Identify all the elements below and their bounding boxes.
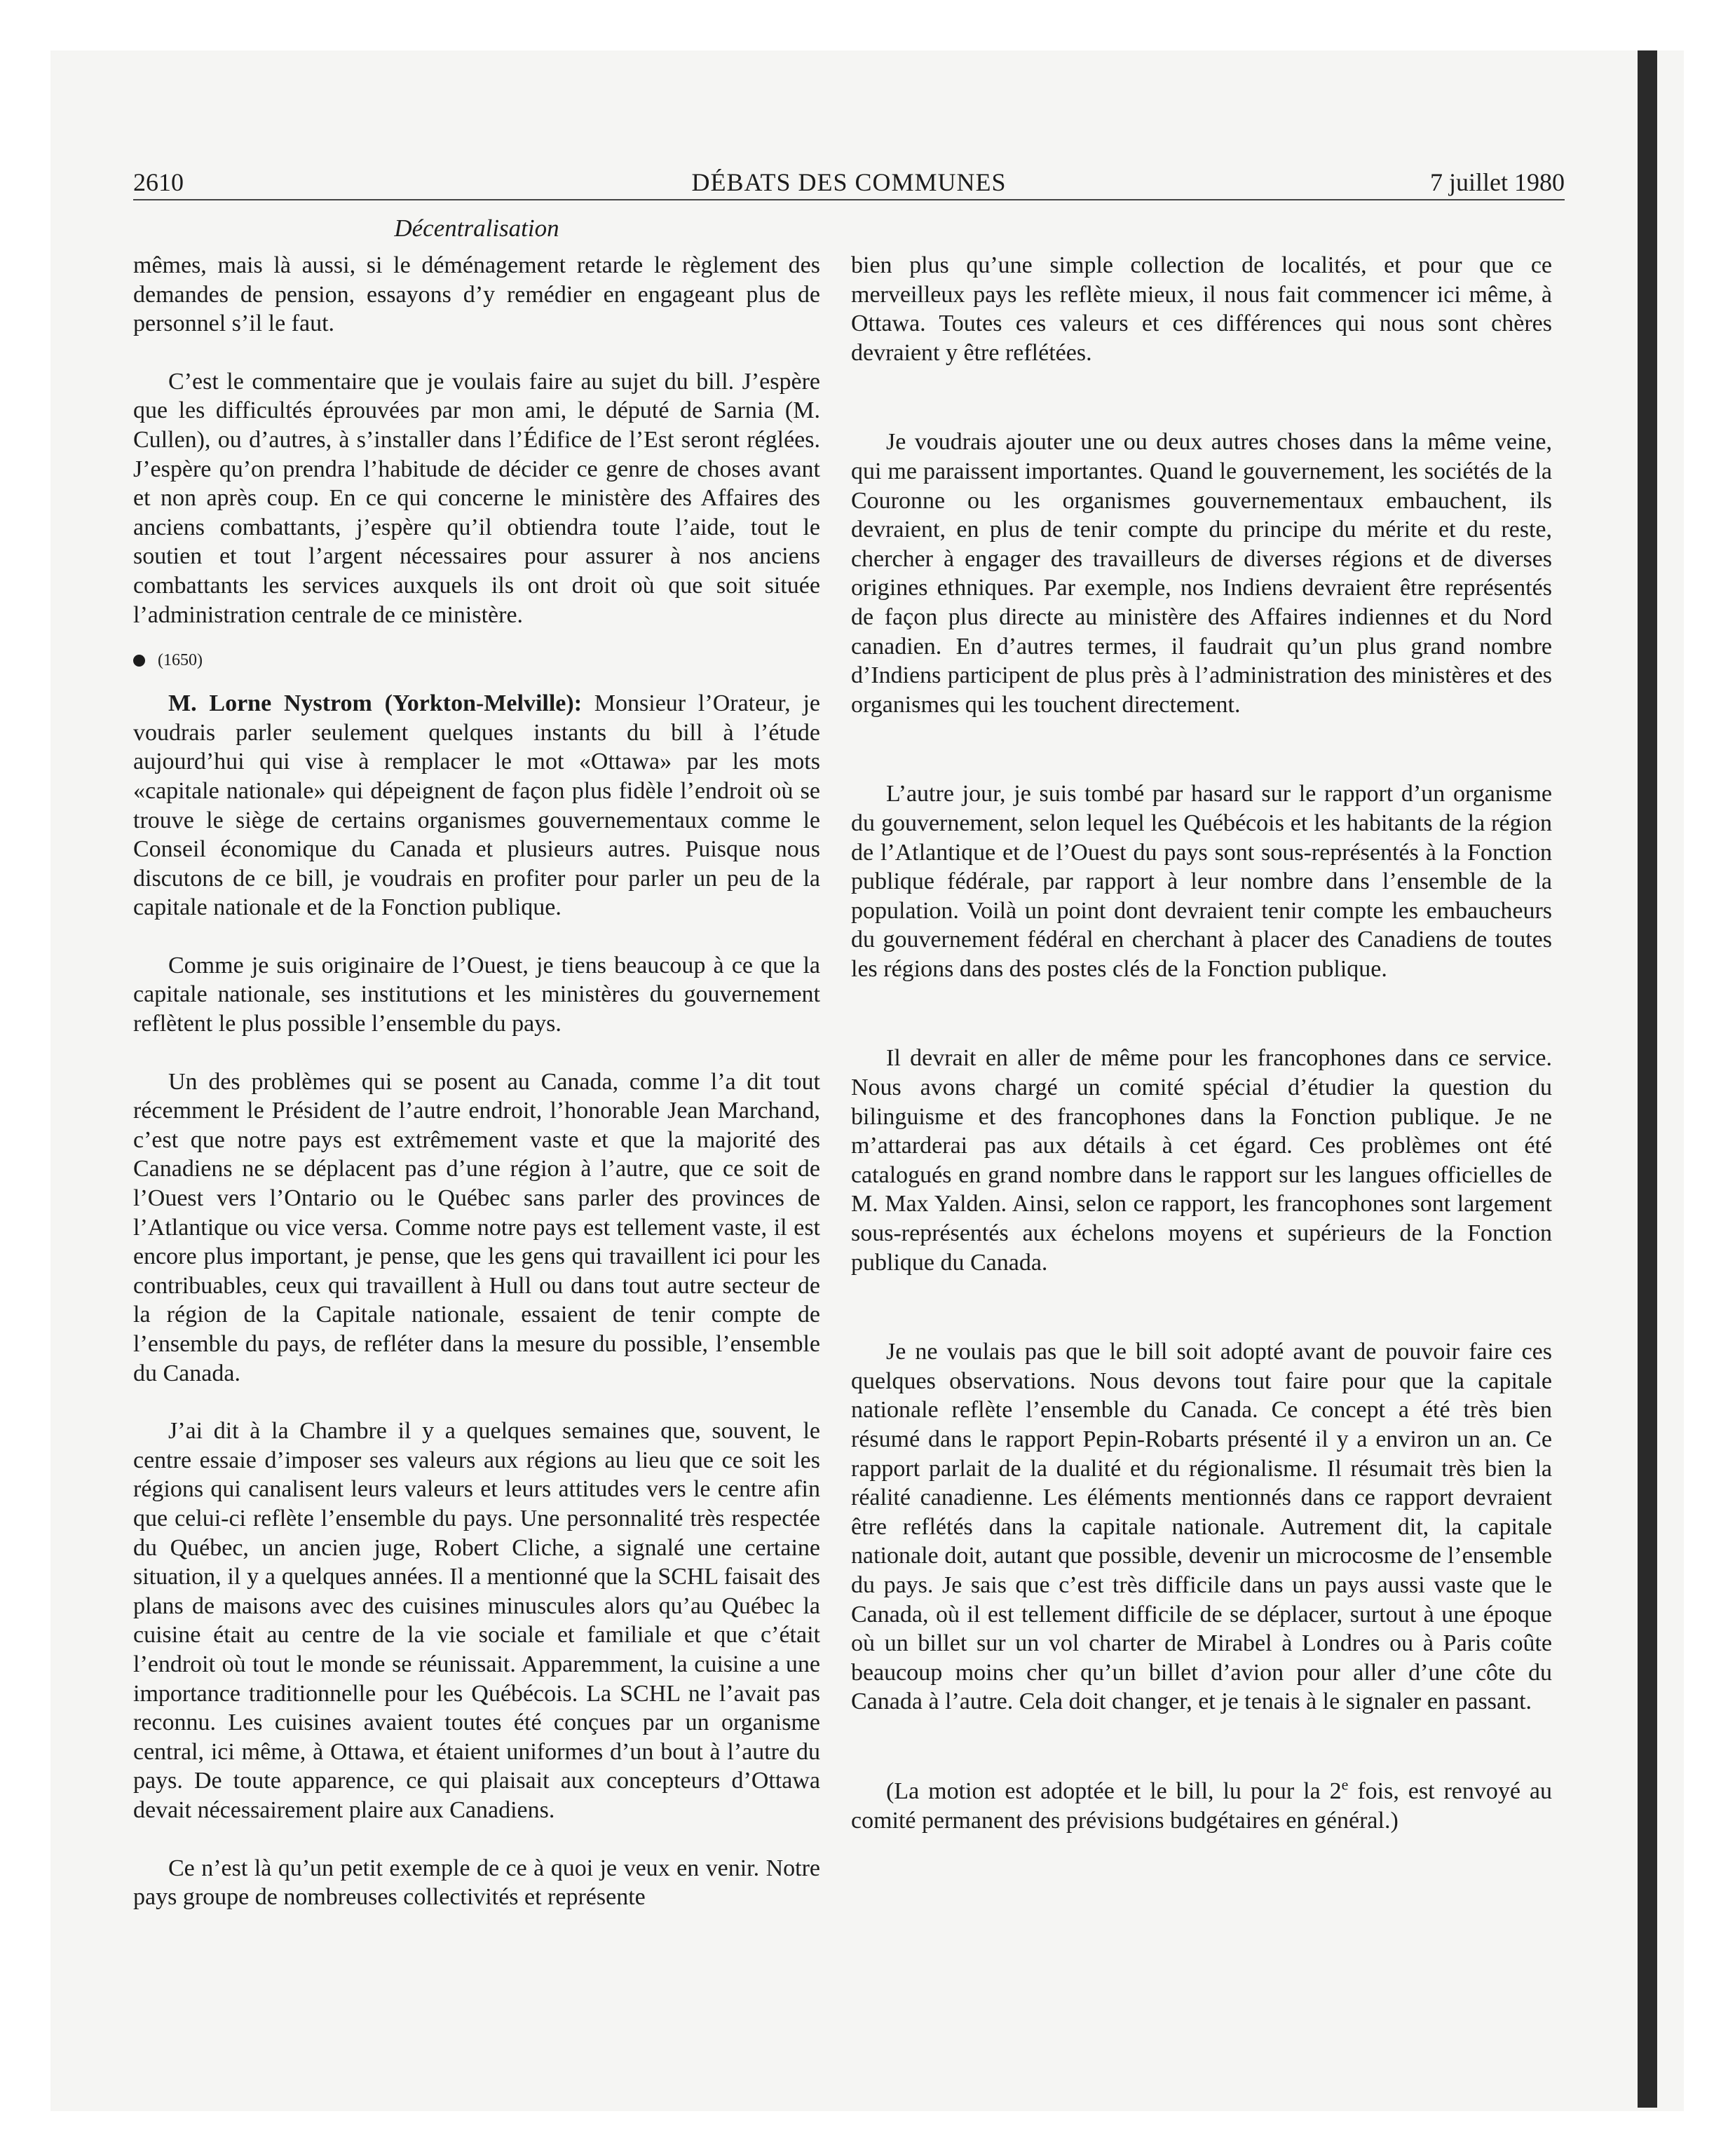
motion-text-end: fois, est renvoyé au comité permanent des prévisions budgétaires en général.) [851, 1778, 1552, 1834]
paragraph: L’autre jour, je suis tombé par hasard sur le rapport d’un organisme du gouvernement, selon lequel les Québécois et les habitants de la région de l’Atlantique et de l’Ouest du pays sont sous-représentés à la Fonction publique fédérale, par rapport à leur nombre dans l’ensemble de la population. Voilà un point dont devraient tenir compte les embaucheurs du gouvernement fédéral en cherchant à placer des Canadiens de toutes les régions dans des postes clés de la Fonction publique. [851, 781, 1552, 982]
speech-paragraph [133, 689, 820, 922]
paragraph: J’ai dit à la Chambre il y a quelques semaines que, souvent, le centre essaie d’imposer ses valeurs aux régions au lieu que ce soit les régions qui canalisent leurs valeurs et leurs attitudes vers le centre afin que celui-ci reflète l’ensemble du pays. Une personnalité très respectée du Québec, un ancien juge, Robert Cliche, a signalé une certaine situation, il y a quelques années. Il a mentionné que la SCHL faisait des plans de maisons avec des cuisines minuscules alors qu’au Québec la cuisine était au centre de la vie sociale et familiale et que c’était l’endroit où tout le monde se réunissait. Apparemment, la cuisine a une importance traditionnelle pour les Québécois. La SCHL ne l’avait pas reconnu. Les cuisines avaient toutes été conçues par un organisme central, ici même, à Ottawa, et étaient uniformes d’un bout à l’autre du pays. De toute apparence, ce qui plaisait aux concepteurs d’Ottawa devait nécessairement plaire aux Canadiens. [133, 1418, 820, 1823]
paragraph: Je voudrais ajouter une ou deux autres choses dans la même veine, qui me paraissent importantes. Quand le gouvernement, les sociétés de la Couronne ou les organismes gouvernementaux embauchent, ils devraient, en plus de tenir compte du principe du mérite et du reste, chercher à engager des travailleurs de diverses régions et de diverses origines ethniques. Par exemple, nos Indiens devraient être représentés de façon plus directe au ministère des Affaires indiennes et du Nord canadien. En d’autres termes, il faudrait qu’un plus grand nombre d’Indiens participent de plus près à l’administration des ministères et des organismes qui les touchent directement. [851, 429, 1552, 718]
left-column [133, 251, 820, 1941]
paragraph: mêmes, mais là aussi, si le déménagement retarde le règlement des demandes de pension, essayons d’y remédier en engageant plus de personnel s’il le faut. [133, 252, 820, 337]
page-header [133, 165, 1565, 200]
motion-text: (La motion est adoptée et le bill, lu pour la 2 [886, 1778, 1342, 1804]
timestamp [133, 648, 820, 672]
sitting-date: 7 juillet 1980 [1430, 168, 1565, 196]
bullet-icon [133, 655, 145, 667]
paragraph: C’est le commentaire que je voulais faire au sujet du bill. J’espère que les difficultés éprouvées par mon ami, le député de Sarnia (M. Cullen), ou d’autres, à s’installer dans l’Édifice de l’Est seront réglées. J’espère qu’on prendra l’habitude de décider ce genre de choses avant et non après coup. En ce qui concerne le ministère des Affaires des anciens combattants, j’espère qu’il obtiendra toute l’aide, tout le soutien et tout l’argent nécessaires pour assurer à nos anciens combattants les services auxquels ils ont droit où que soit située l’administration centrale de ce ministère. [133, 368, 820, 628]
scan-edge-shadow [1638, 50, 1657, 2108]
speaker-name: M. Lorne Nystrom (Yorkton-Melville): [168, 690, 583, 717]
publication-title: DÉBATS DES COMMUNES [691, 168, 1007, 196]
paragraph: Comme je suis originaire de l’Ouest, je tiens beaucoup à ce que la capitale nationale, ses institutions et les ministères du gouvernement reflètent le plus possible l’ensemble du pays. [133, 952, 820, 1037]
page-number: 2610 [133, 168, 184, 196]
ordinal-superscript: e [1341, 1775, 1349, 1794]
paragraph: Je ne voulais pas que le bill soit adopté avant de pouvoir faire ces quelques observations. Nous devons tout faire pour que la capitale nationale reflète l’ensemble du Canada. Ce concept a été très bien résumé dans le rapport Pepin-Robarts présenté il y a environ un an. Ce rapport parlait de la dualité et du régionalisme. Il résumait très bien la réalité canadienne. Les éléments mentionnés dans ce rapport devraient être reflétés dans la capitale nationale. Autrement dit, la capitale nationale doit, autant que possible, devenir un microcosme de l’ensemble du pays. Je sais que c’est très difficile dans un pays aussi vaste que le Canada, où il est tellement difficile de se déplacer, surtout à une époque où un billet sur un vol charter de Mirabel à Londres ou à Paris coûte beaucoup moins cher qu’un billet d’avion pour aller d’une côte du Canada à l’autre. Cela doit changer, et je tenais à le signaler en passant. [851, 1339, 1552, 1715]
paragraph: Ce n’est là qu’un petit exemple de ce à quoi je veux en venir. Notre pays groupe de nombreuses collectivités et représente [133, 1855, 820, 1911]
paragraph: Il devrait en aller de même pour les francophones dans ce service. Nous avons chargé un comité spécial d’étudier la question du bilinguisme et des francophones dans la Fonction publique. Je ne m’attarderai pas aux détails à cet égard. Ces problèmes ont été catalogués en grand nombre dans le rapport sur les langues officielles de M. Max Yalden. Ainsi, selon ce rapport, les francophones sont largement sous-représentés aux échelons moyens et supérieurs de la Fonction publique du Canada. [851, 1045, 1552, 1276]
timestamp-label: (1650) [158, 651, 203, 670]
right-column [851, 251, 1552, 1864]
paragraph: bien plus qu’une simple collection de localités, et pour que ce merveilleux pays les reflète mieux, il nous fait commencer ici même, à Ottawa. Toutes ces valeurs et ces différences qui nous sont chères devraient y être reflétées. [851, 252, 1552, 366]
subject-heading: Décentralisation [394, 214, 559, 242]
paragraph: Un des problèmes qui se posent au Canada, comme l’a dit tout récemment le Président de l’autre endroit, l’honorable Jean Marchand, c’est que notre pays est extrêmement vaste et que la majorité des Canadiens ne se déplacent pas d’une région à l’autre, que ce soit de l’Ouest vers l’Ontario ou le Québec sans parler des provinces de l’Atlantique ou vice versa. Comme notre pays est tellement vaste, il est encore plus important, je pense, que les gens qui travaillent ici pour les contribuables, ceux qui travaillent à Hull ou dans tout autre secteur de la région de la Capitale nationale, essaient de tenir compte de l’ensemble du pays, de refléter dans la mesure du possible, l’ensemble du Canada. [133, 1068, 820, 1386]
motion-paragraph [851, 1777, 1552, 1835]
speech-text: Monsieur l’Orateur, je voudrais parler seulement quelques instants du bill à l’étude aujourd’hui qui vise à remplacer le mot «Ottawa» par les mots «capitale nationale» qui dépeignent de façon plus fidèle l’endroit où se trouve le siège de certains organismes gouvernementaux comme le Conseil économique du Canada et plusieurs autres. Puisque nous discutons de ce bill, je voudrais en profiter pour parler un peu de la capitale nationale et de la Fonction publique. [133, 690, 820, 921]
